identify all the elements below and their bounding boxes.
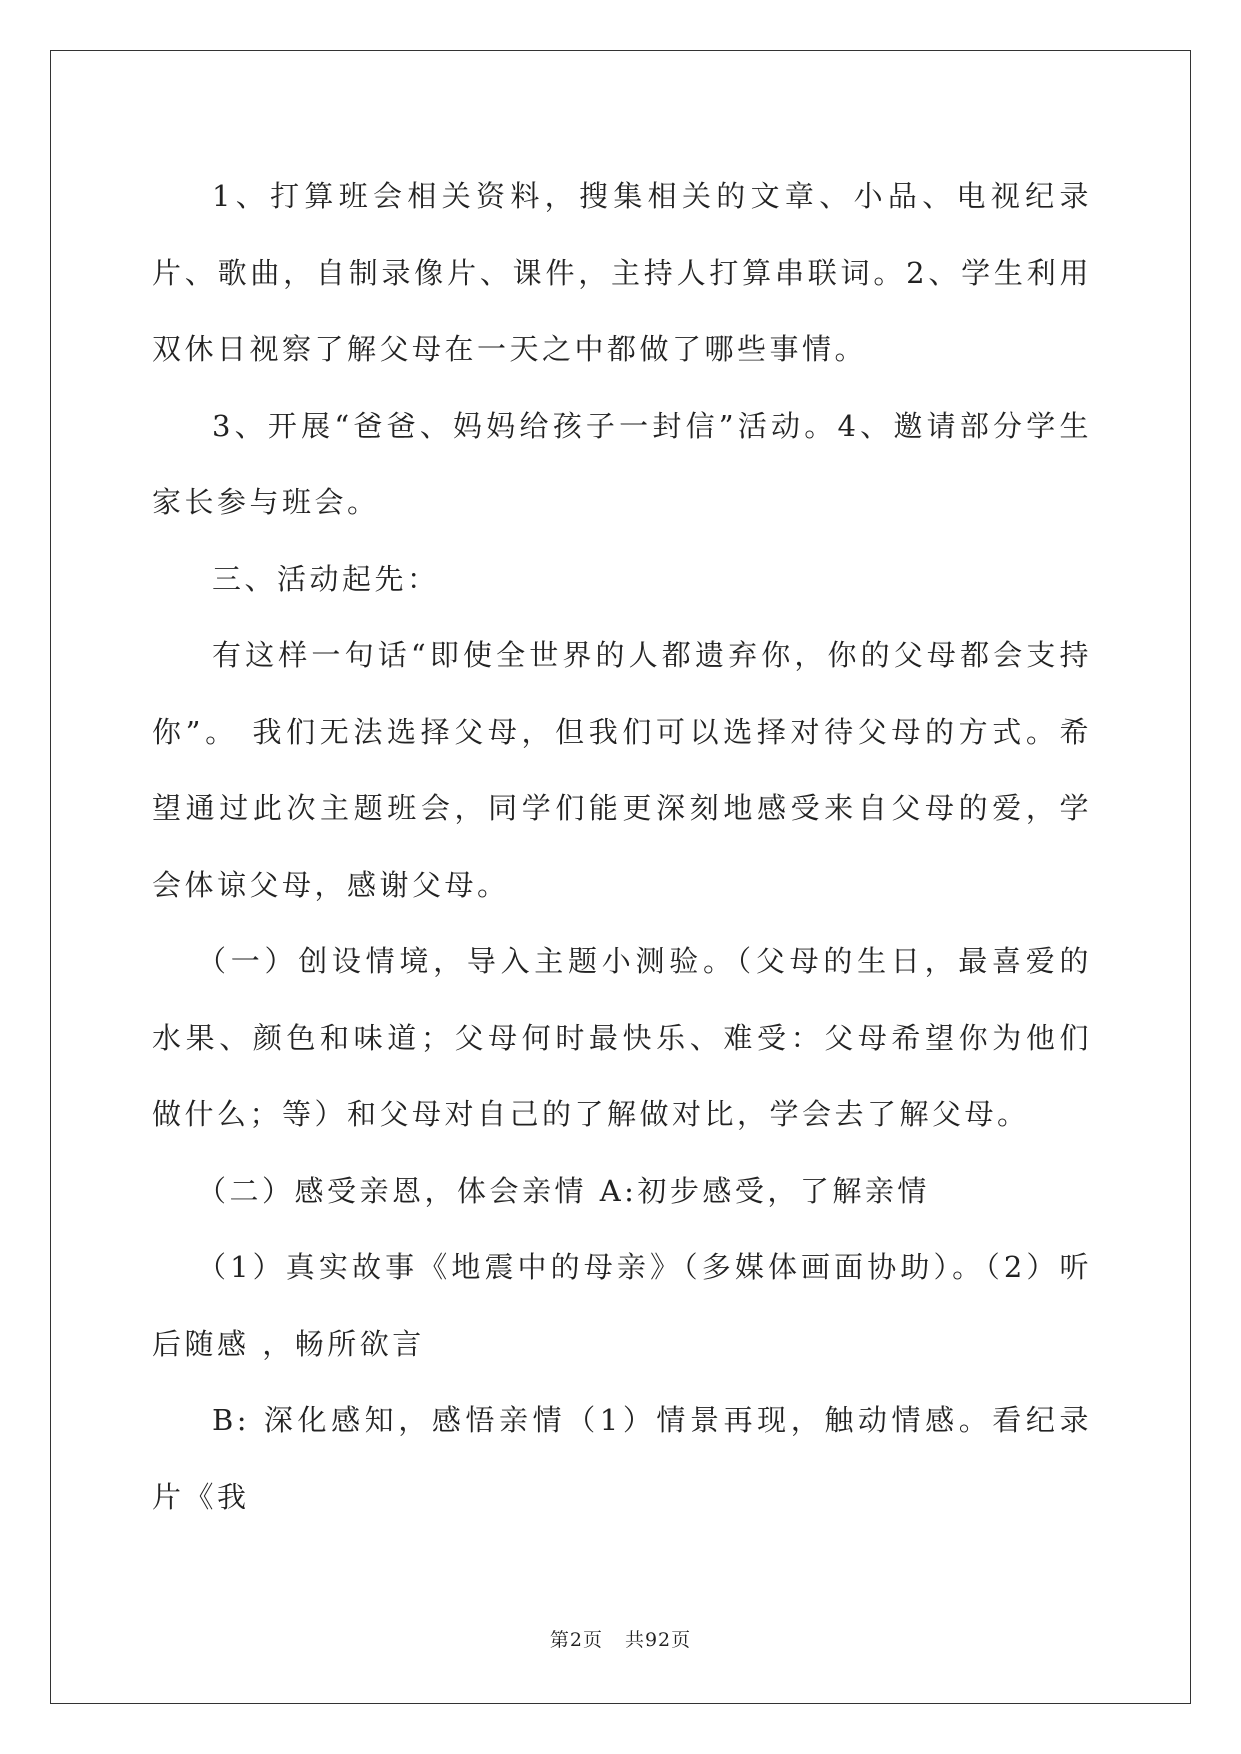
- paragraph-preparation-1: 1、打算班会相关资料，搜集相关的文章、小品、电视纪录片、歌曲，自制录像片、课件，主持人打算串联词。2、学生利用双休日视察了解父母在一天之中都做了哪些事情。: [152, 179, 1092, 366]
- page-total: 共92页: [624, 1629, 692, 1651]
- paragraph-deepen-perception: B: 深化感知，感悟亲情（1）情景再现，触动情感。看纪录片《我: [152, 1403, 1092, 1514]
- section-heading-activity-start: 三、活动起先：: [212, 561, 440, 596]
- paragraph-preparation-3: 3、开展“爸爸、妈妈给孩子一封信”活动。4、邀请部分学生家长参与班会。: [152, 408, 1092, 519]
- paragraph-part-one: （一）创设情境，导入主题小测验。（父母的生日，最喜爱的水果、颜色和味道；父母何时最快乐、难受：父母希望你为他们做什么；等）和父母对自己的了解做对比，学会去了解父母。: [152, 944, 1092, 1131]
- paragraph-true-story: （1）真实故事《地震中的母亲》（多媒体画面协助）。（2）听后随感 ，畅所欲言: [152, 1250, 1092, 1361]
- page-number: 第2页: [549, 1629, 603, 1651]
- document-body: [152, 158, 1092, 1535]
- paragraph-introduction: 有这样一句话“即使全世界的人都遗弃你，你的父母都会支持你”。 我们无法选择父母，但我们可以选择对待父母的方式。希望通过此次主题班会，同学们能更深刻地感受来自父母的爱，学会体谅父母，感谢父母。: [152, 638, 1092, 902]
- page-footer: [0, 1625, 1241, 1652]
- paragraph-part-two: （二）感受亲恩，体会亲情 A:初步感受，了解亲情: [197, 1173, 930, 1208]
